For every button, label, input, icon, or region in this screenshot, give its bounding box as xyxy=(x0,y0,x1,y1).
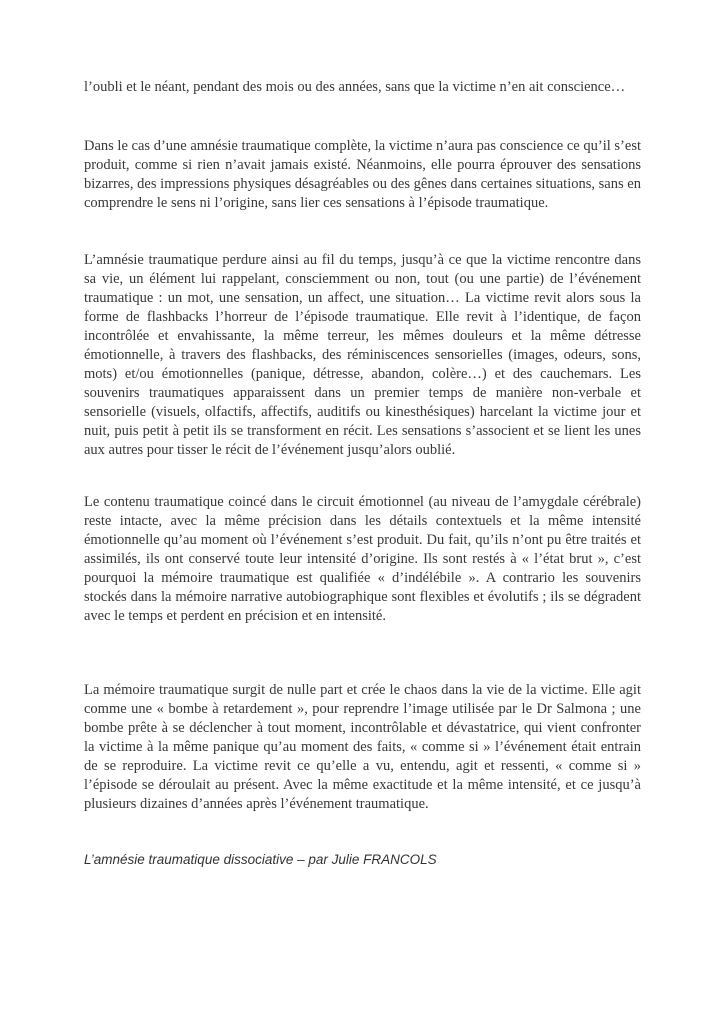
paragraph-oubli-neant: l’oubli et le néant, pendant des mois ou des années, sans que la victime n’en ait conscience… xyxy=(84,79,626,95)
paragraph-contenu-traumatique: Le contenu traumatique coincé dans le circuit émotionnel (au niveau de l’amygdale cérébrale) reste intacte, avec la même précision dans les détails contextuels et la même intensité émotionnelle qu’au moment où l’événement s’est produit. Du fait, qu’ils n’ont pu être traités et assimilés, ils ont conservé toute leur intensité d’origine. Ils sont restés à « l’état brut », c’est pourquoi la mémoire traumatique est qualifiée « d’indélébile ». A contrario les souvenirs stockés dans la mémoire narrative autobiographique sont flexibles et évolutifs ; ils se dégradent avec le temps et perdent en précision et en intensité. xyxy=(84,494,641,624)
paragraph-amnesie-complete: Dans le cas d’une amnésie traumatique complète, la victime n’aura pas conscience ce qu’il s’est produit, comme si rien n’avait jamais existé. Néanmoins, elle pourra éprouver des sensations bizarres, des impressions physiques désagréables ou des gênes dans certaines situations, sans en comprendre le sens ni l’origine, sans lier ces sensations à l’épisode traumatique. xyxy=(84,138,641,211)
footer-document-title: L’amnésie traumatique dissociative – par Julie FRANCOLS xyxy=(84,852,437,867)
text-column xyxy=(84,78,641,869)
paragraph-memoire-traumatique: La mémoire traumatique surgit de nulle part et crée le chaos dans la vie de la victime. Elle agit comme une « bombe à retardement », pour reprendre l’image utilisée par le Dr Salmona ; une bombe prête à se déclencher à tout moment, incontrôlable et dévastatrice, qui vient confronter la victime à la même panique qu’au moment des faits, « comme si » l’événement était entrain de se reproduire. La victime revit ce qu’elle a vu, entendu, agit et ressenti, « comme si » l’épisode se déroulait au présent. Avec la même exactitude et la même intensité, et ce jusqu’à plusieurs dizaines d’années après l’événement traumatique. xyxy=(84,682,641,812)
paragraph-amnesie-perdure: L’amnésie traumatique perdure ainsi au fil du temps, jusqu’à ce que la victime rencontre dans sa vie, un élément lui rappelant, consciemment ou non, tout (ou une partie) de l’événement traumatique : un mot, une sensation, un affect, une situation… La victime revit alors sous la forme de flashbacks l’horreur de l’épisode traumatique. Elle revit à l’identique, de façon incontrôlée et envahissante, la même terreur, les mêmes douleurs et la même détresse émotionnelle, à travers des flashbacks, des réminiscences sensorielles (images, odeurs, sons, mots) et/ou émotionnelles (panique, détresse, abandon, colère…) et des cauchemars. Les souvenirs traumatiques apparaissent dans un premier temps de manière non-verbale et sensorielle (visuels, olfactifs, affectifs, auditifs ou kinesthésiques) harcelant la victime jour et nuit, puis petit à petit ils se transforment en récit. Les sensations s’associent et se lient les unes aux autres pour tisser le récit de l’événement jusqu’alors oublié. xyxy=(84,252,641,458)
